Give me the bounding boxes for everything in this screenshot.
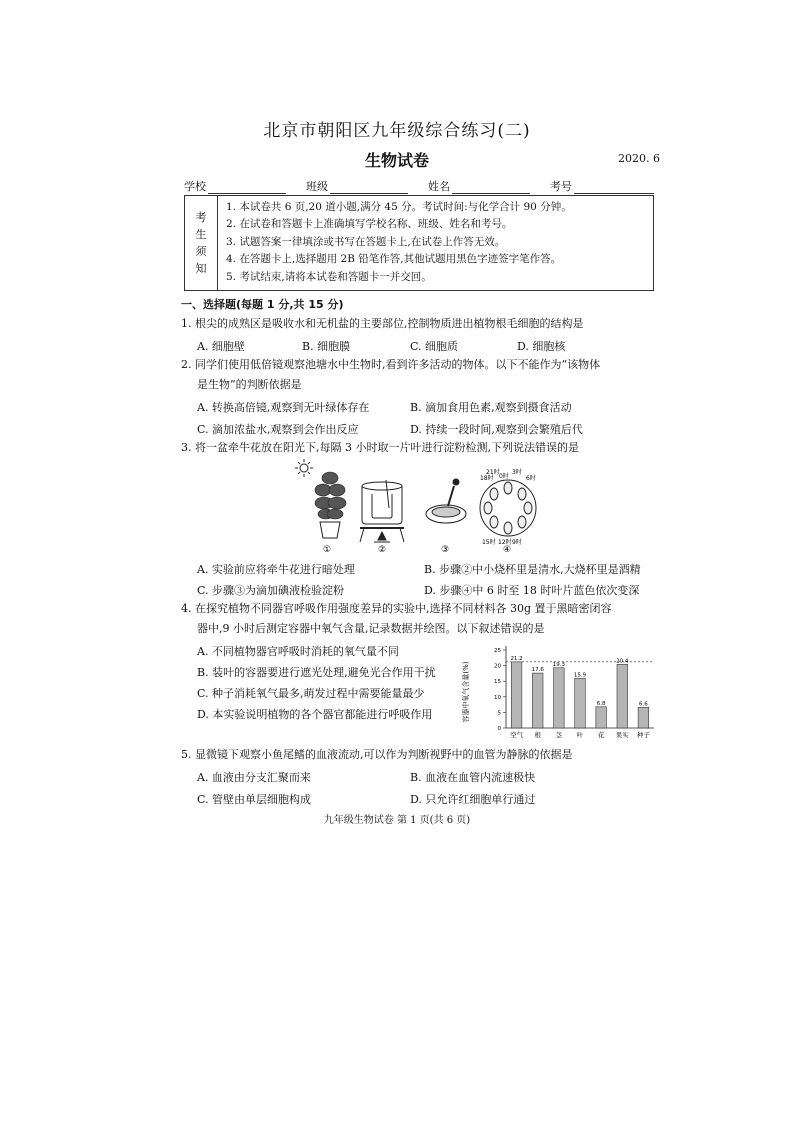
- chart-category-label: 叶: [576, 731, 584, 739]
- notice-item: 2. 在试卷和答题卡上准确填写学校名称、班级、姓名和考号。: [226, 218, 513, 231]
- experiment-steps-figure: [290, 458, 540, 556]
- water-bath-beakers-icon: [360, 480, 404, 542]
- school-field[interactable]: [184, 178, 286, 194]
- clock-label-21h: 21时: [486, 469, 500, 476]
- chart-bar: [554, 668, 565, 728]
- clock-label-18h: 18时: [480, 475, 494, 482]
- chart-category-label: 茎: [555, 731, 563, 739]
- chart-data-label: 15.9: [573, 672, 587, 679]
- morning-glory-plant-icon: [315, 472, 346, 538]
- name-label: 姓名: [428, 180, 450, 193]
- notice-label-char: 知: [195, 262, 207, 275]
- question-4-stem-line2: 器中,9 小时后测定容器中氧气含量,记录数据并绘图。以下叙述错误的是: [197, 622, 545, 635]
- section-title: 一、选择题(每题 1 分,共 15 分): [181, 298, 344, 311]
- chart-category-label: 根: [534, 731, 541, 739]
- chart-bar: [532, 673, 543, 728]
- q3-option-a[interactable]: A. 实验前应将牵牛花进行暗处理: [197, 563, 355, 576]
- notice-item: 5. 考试结束,请将本试卷和答题卡一并交回。: [226, 270, 432, 283]
- chart-bar: [638, 707, 649, 728]
- chart-category-label: 花: [597, 731, 605, 739]
- q1-option-d[interactable]: D. 细胞核: [517, 340, 566, 353]
- notice-label-char: 考: [195, 211, 207, 224]
- q5-option-b[interactable]: B. 血液在血管内流速极快: [410, 771, 536, 784]
- chart-y-tick-label: 20: [494, 663, 501, 670]
- notice-item: 1. 本试卷共 6 页,20 道小题,满分 45 分。考试时间:与化学合计 90 分钟。: [226, 201, 572, 213]
- q3-option-c[interactable]: C. 步骤③为滴加碘液检验淀粉: [197, 584, 345, 597]
- chart-bar: [511, 662, 522, 728]
- exam-number-field[interactable]: [550, 178, 654, 194]
- chart-data-label: 6.6: [639, 701, 648, 708]
- chart-data-label: 6.8: [596, 700, 606, 707]
- question-2-stem-line1: 2. 同学们使用低倍镜观察池塘水中生物时,看到许多活动的物体。以下不能作为“该物体: [181, 358, 601, 371]
- step-label-4: ④: [503, 545, 512, 555]
- q1-option-a[interactable]: A. 细胞壁: [197, 340, 245, 353]
- sun-icon: [295, 459, 313, 477]
- chart-y-tick-label: 5: [497, 710, 501, 717]
- clock-label-15h: 15时: [482, 539, 496, 546]
- notice-label-char: 须: [195, 245, 207, 258]
- page-title: 北京市朝阳区九年级综合练习(二): [263, 121, 531, 141]
- chart-y-tick-label: 0: [497, 726, 501, 732]
- q4-option-a[interactable]: A. 不同植物器官呼吸时消耗的氧气量不同: [197, 645, 399, 658]
- clock-label-0h: 0时: [499, 473, 509, 480]
- q2-option-a[interactable]: A. 转换高倍镜,观察到无叶绿体存在: [197, 401, 370, 414]
- q3-option-d[interactable]: D. 步骤④中 6 时至 18 时叶片蓝色依次变深: [424, 584, 640, 597]
- q5-option-c[interactable]: C. 管壁由单层细胞构成: [197, 793, 312, 806]
- step-label-1: ①: [323, 545, 332, 555]
- notice-items: [218, 196, 653, 290]
- chart-bar: [575, 678, 586, 728]
- clock-label-12h: 12时: [498, 539, 512, 546]
- notice-label: [185, 196, 218, 290]
- question-5-stem: 5. 显微镜下观察小鱼尾鳍的血液流动,可以作为判断视野中的血管为静脉的依据是: [181, 748, 573, 761]
- notice-item: 4. 在答题卡上,选择题用 2B 铅笔作答,其他试题用黑色字迹签字笔作答。: [226, 253, 562, 266]
- q4-option-b[interactable]: B. 装叶的容器要进行遮光处理,避免光合作用干扰: [197, 666, 436, 679]
- chart-category-label: 空气: [510, 731, 524, 739]
- notice-item: 3. 试题答案一律填涂或书写在答题卡上,在试卷上作答无效。: [226, 235, 506, 248]
- q5-option-a[interactable]: A. 血液由分支汇聚而来: [197, 771, 311, 784]
- q1-option-c[interactable]: C. 细胞质: [410, 340, 459, 353]
- school-label: 学校: [184, 180, 206, 193]
- class-label: 班级: [306, 180, 328, 193]
- question-3-stem: 3. 将一盆牵牛花放在阳光下,每隔 3 小时取一片叶进行淀粉检测,下列说法错误的是: [181, 441, 579, 454]
- notice-label-char: 生: [195, 228, 207, 241]
- chart-data-label: 21.2: [510, 655, 523, 662]
- clock-label-9h: 9时: [512, 539, 522, 546]
- chart-y-tick-label: 10: [494, 694, 501, 701]
- chart-bars: [510, 656, 650, 739]
- chart-data-label: 19.3: [552, 661, 565, 668]
- q5-option-d[interactable]: D. 只允许红细胞单行通过: [410, 793, 536, 806]
- leaf-clock-icon: [480, 480, 536, 536]
- oxygen-bar-chart: [458, 640, 658, 744]
- step-label-2: ②: [378, 545, 387, 555]
- chart-y-tick-label: 15: [494, 679, 501, 686]
- exam-number-label: 考号: [550, 180, 572, 193]
- question-4-stem-line1: 4. 在探究植物不同器官呼吸作用强度差异的实验中,选择不同材料各 30g 置于黑暗密闭容: [181, 602, 612, 615]
- step-label-3: ③: [441, 545, 450, 555]
- question-1-stem: 1. 根尖的成熟区是吸收水和无机盐的主要部位,控制物质进出植物根毛细胞的结构是: [181, 317, 584, 330]
- chart-bar: [596, 707, 607, 728]
- q2-option-c[interactable]: C. 滴加浓盐水,观察到会作出反应: [197, 423, 359, 436]
- subject-title: 生物试卷: [364, 151, 429, 170]
- notice-box: [184, 195, 654, 291]
- name-field[interactable]: [428, 178, 530, 194]
- class-field[interactable]: [306, 178, 408, 194]
- page-footer: 九年级生物试卷 第 1 页(共 6 页): [323, 815, 471, 826]
- chart-data-label: 20.4: [616, 658, 629, 665]
- chart-data-label: 17.6: [531, 667, 544, 674]
- chart-bar: [617, 664, 628, 728]
- q1-option-b[interactable]: B. 细胞膜: [302, 340, 351, 353]
- chart-ylabel: 容器中氧气含量(%): [462, 661, 470, 723]
- chart-category-label: 果实: [615, 731, 629, 739]
- q2-option-b[interactable]: B. 滴加食用色素,观察到摄食活动: [410, 401, 572, 414]
- exam-date: 2020. 6: [618, 152, 660, 165]
- chart-y-tick-label: 25: [494, 648, 501, 654]
- q4-option-d[interactable]: D. 本实验说明植物的各个器官都能进行呼吸作用: [197, 708, 433, 721]
- chart-category-label: 种子: [636, 731, 650, 739]
- q3-option-b[interactable]: B. 步骤②中小烧杯里是清水,大烧杯里是酒精: [424, 563, 641, 576]
- clock-label-3h: 3时: [512, 469, 522, 476]
- question-2-stem-line2: 是生物”的判断依据是: [197, 378, 302, 391]
- petri-dish-dropper-icon: [426, 479, 466, 523]
- clock-label-6h: 6时: [526, 475, 536, 482]
- student-info-fields: [184, 178, 654, 194]
- q2-option-d[interactable]: D. 持续一段时间,观察到会繁殖后代: [410, 423, 583, 436]
- q4-option-c[interactable]: C. 种子消耗氧气最多,萌发过程中需要能量最少: [197, 687, 425, 700]
